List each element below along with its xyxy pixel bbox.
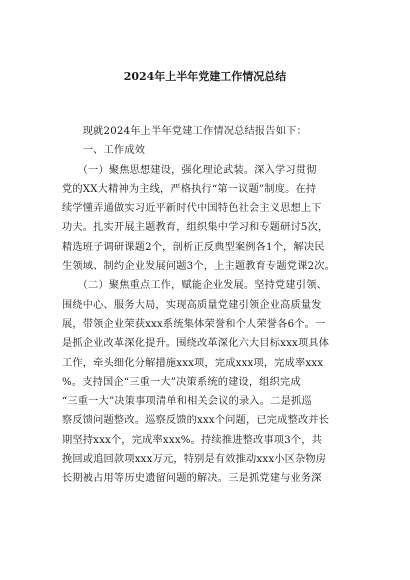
body-text-line: 党的XX大精神为主线，严格执行“第一议题”制度。在持: [62, 183, 317, 195]
body-text-line: 挽回或追回款项xxx万元，特别是有效推动xxx小区杂物房: [62, 454, 327, 466]
body-text-line: 生领域、制约企业发展问题3个，上主题教育专题党课2次。: [62, 261, 336, 273]
body-text-line: 现就2024年上半年党建工作情况总结报告如下：: [62, 126, 307, 137]
body-text-line: “三重一大”决策事项清单和相关会议的录入。二是抓巡: [62, 396, 312, 408]
body-text-line: （一）聚焦思想建设，强化理论武装。深入学习贯彻: [62, 164, 317, 176]
body-text-line: %。支持国企“三重一大”决策系统的建设，组织完成: [62, 376, 301, 388]
body-text-line: 一、工作成效: [62, 145, 146, 157]
body-text-line: 长期被占用等历史遗留问题的解决。三是抓党建与业务深: [62, 473, 322, 485]
body-text-line: 续学懂弄通做实习近平新时代中国特色社会主义思想上下: [62, 203, 322, 215]
body-text-line: 精选班子调研课题2个，剖析正反典型案例各1个，解决民: [62, 241, 325, 253]
document-title: 2024年上半年党建工作情况总结: [123, 70, 287, 83]
body-text-line: 是抓企业改革深化提升。围绕改革深化六大目标xxx项具体: [62, 338, 330, 350]
body-text-line: 围绕中心、服务大局，实现高质量党建引领企业高质量发: [62, 299, 322, 311]
body-text-line: 展，带领企业荣获xxx系统集体荣誉和个人荣誉各6个。一: [62, 318, 326, 330]
body-text-line: （二）聚焦重点工作，赋能企业发展。坚持党建引领、: [62, 280, 327, 292]
body-text-line: 功夫。扎实开展主题教育，组织集中学习和专题研讨5次，: [62, 222, 329, 234]
body-text-line: 工作，牵头细化分解措施xxx项，完成xxx项，完成率xxx: [62, 357, 324, 369]
document-body: [62, 122, 374, 489]
body-text-line: 察反馈问题整改。巡察反馈的xxx个问题，已完成整改并长: [62, 415, 330, 427]
body-text-line: 期坚持xxx个，完成率xxx%。持续推进整改事项3个，共: [62, 434, 322, 446]
